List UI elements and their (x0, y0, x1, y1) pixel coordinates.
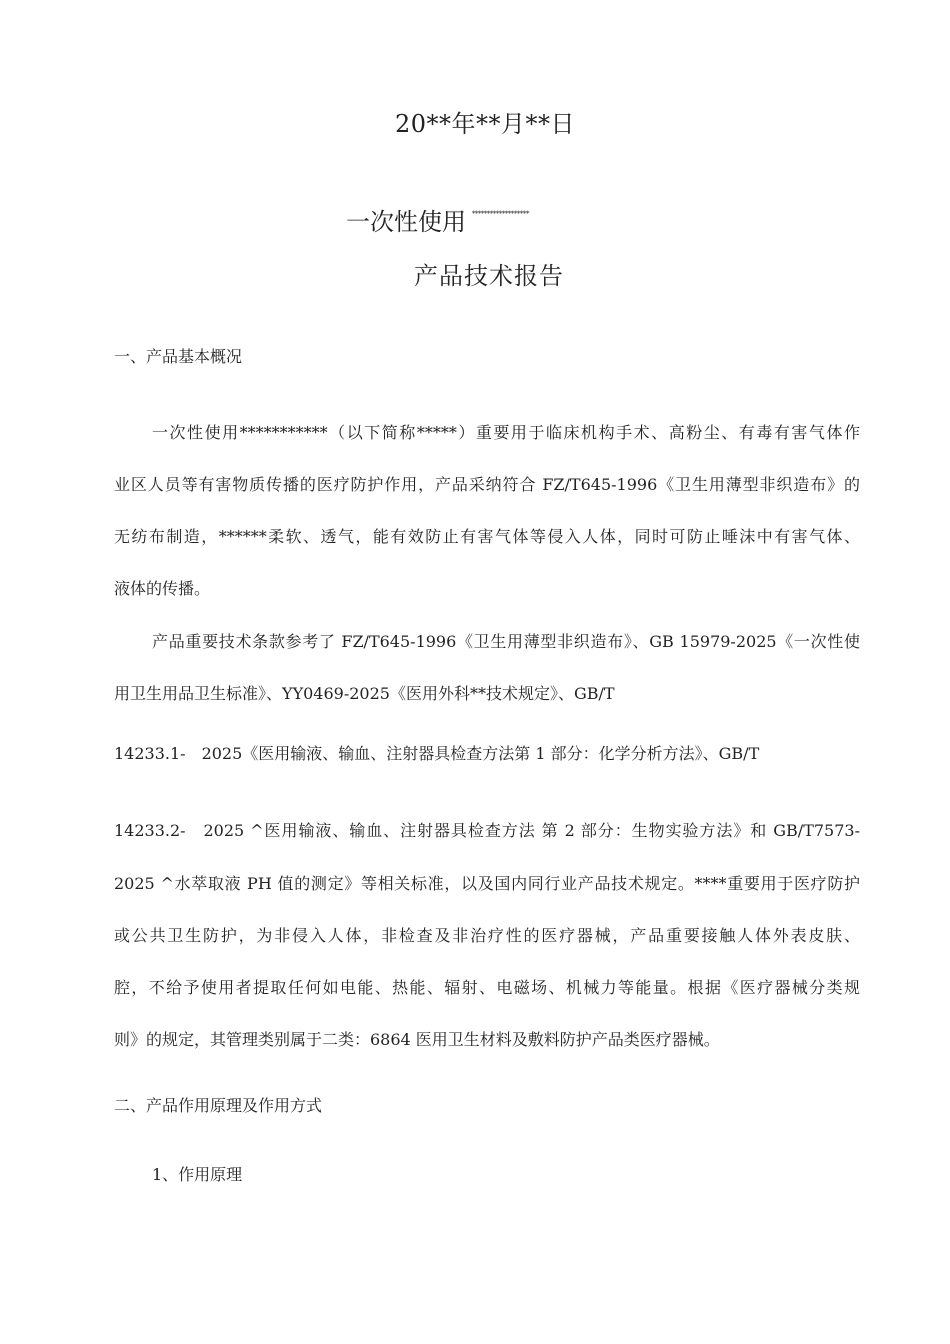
paragraph2-line: 则》的规定，其管理类别属于二类：6864 医用卫生材料及敷料防护产品类医疗器械。 (114, 1030, 720, 1049)
section2-subheading: 1、作用原理 (152, 1165, 243, 1184)
paragraph2-line: 2025 ^水萃取液 PH 值的测定》等相关标准，以及国内同行业产品技术规定。****重要用于医疗防护 (114, 874, 860, 893)
paragraph1-line: 一次性使用***********（以下简称*****）重要用于临床机构手术、高粉尘、有毒有害气体作 (152, 423, 860, 442)
paragraph2-line: 14233.1- 2025《医用输液、输血、注射器具检查方法第 1 部分：化学分析方法》、GB/T (114, 744, 760, 763)
report-date: 20**年**月**日 (394, 110, 576, 138)
paragraph2-line: 产品重要技术条款参考了 FZ/T645-1996《卫生用薄型非织造布》、GB 15979-2025《一次性使 (152, 632, 860, 651)
paragraph1-line: 液体的传播。 (114, 579, 211, 598)
title-product-prefix: 一次性使用 (346, 208, 466, 236)
section2-heading: 二、产品作用原理及作用方式 (114, 1096, 323, 1115)
report-title-line2: 产品技术报告 (414, 262, 564, 290)
paragraph1-line: 业区人员等有害物质传播的医疗防护作用，产品采纳符合 FZ/T645-1996《卫生用薄型非织造布》的 (114, 475, 860, 494)
paragraph2-line: 或公共卫生防护，为非侵入人体，非检查及非治疗性的医疗器械，产品重要接触人体外表皮肤、 (114, 926, 860, 945)
paragraph1-line: 无纺布制造，******柔软、透气，能有效防止有害气体等侵入人体，同时可防止唾沫中有害气体、 (114, 527, 860, 546)
paragraph2-line: 腔，不给予使用者提取任何如电能、热能、辐射、电磁场、机械力等能量。根据《医疗器械分类规 (114, 978, 860, 997)
paragraph2-line: 14233.2- 2025 ^医用输液、输血、注射器具检查方法 第 2 部分：生物实验方法》和 GB/T7573- (114, 821, 860, 840)
report-title-line1 (346, 202, 529, 237)
paragraph2-line: 用卫生用品卫生标准》、YY0469-2025《医用外科**技术规定》、GB/T (114, 684, 615, 703)
section1-heading: 一、产品基本概况 (114, 347, 243, 366)
title-product-name-placeholder: ******************* (472, 210, 529, 218)
